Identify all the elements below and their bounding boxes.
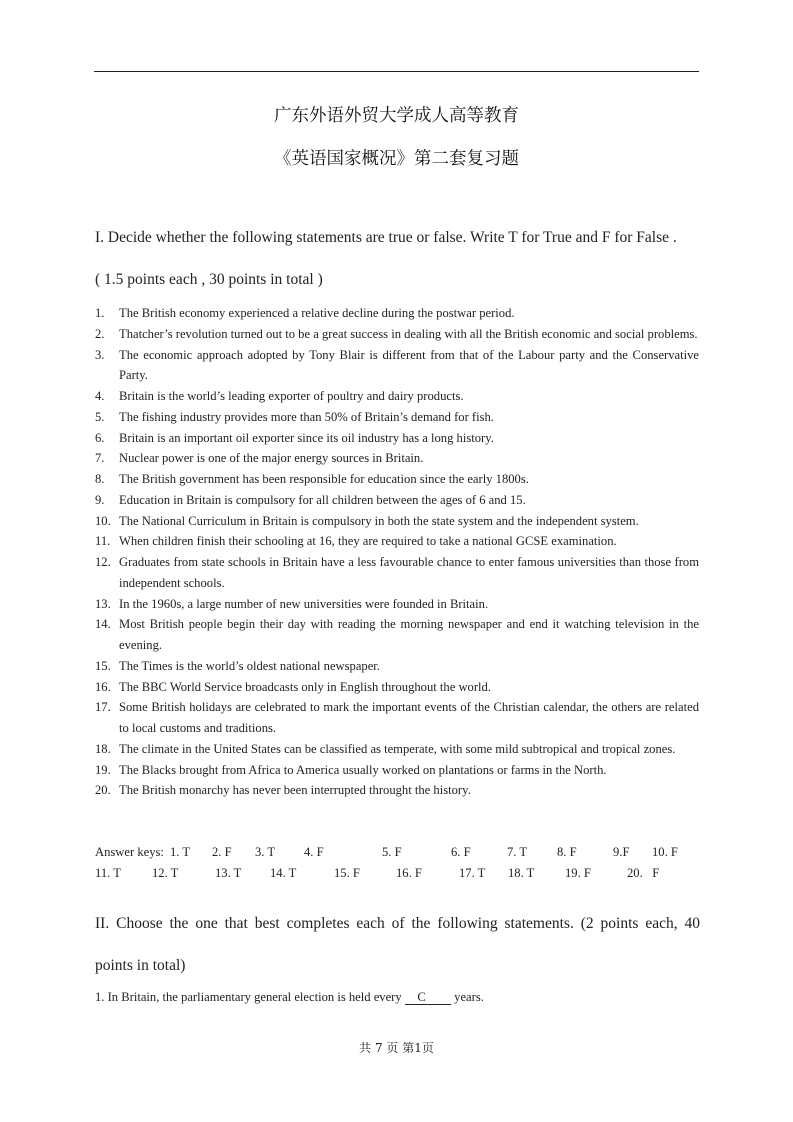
question-text: The British monarchy has never been interrupted throught the history. [119,783,471,798]
answer-key: 19. F [565,866,591,880]
question-number: 16. [95,679,111,694]
page-footer: 共 7 页 第1页 [359,1041,434,1055]
question-number: 2. [95,326,105,341]
question-item [95,760,699,781]
answer-key: 14. T [270,866,297,880]
question-item [95,407,699,428]
section2-heading-continued: points in total) [95,957,186,974]
answer-key: 4. F [304,845,324,859]
question-text: Graduates from state schools in Britain have a less favourable chance to enter famous universities than those from independent schools. [119,555,699,590]
question-number: 5. [95,409,105,424]
question-text: Britain is the world’s leading exporter of poultry and dairy products. [119,389,464,403]
question-text: Britain is an important oil exporter since its oil industry has a long history. [119,430,494,445]
question-text: Education in Britain is compulsory for all children between the ages of 6 and 15. [119,492,526,507]
question-text: In the 1960s, a large number of new universities were founded in Britain. [119,596,489,611]
question-number: 4. [95,389,105,403]
header-rule [94,71,699,72]
answer-key: 1. T [170,845,191,859]
question-item [95,511,699,532]
question-text: The fishing industry provides more than 50% of Britain’s demand for fish. [119,409,494,424]
question-text: The Times is the world’s oldest national newspaper. [119,658,380,673]
question-item [95,697,699,739]
question-number: 19. [95,762,111,777]
question-text: The British government has been responsible for education since the early 1800s. [119,472,529,486]
question-number: 11. [95,534,111,549]
question-number: 1. [95,306,105,320]
question-text: Thatcher’s revolution turned out to be a great success in dealing with all the British economic and social problems. [119,326,698,341]
answer-key: 15. F [334,866,360,880]
question-item [95,594,699,615]
question-text: The National Curriculum in Britain is compulsory in both the state system and the independent system. [119,513,639,528]
answer-key: 11. T [95,866,121,880]
answer-blank [405,990,451,1005]
mcq-question-suffix: years. [451,990,484,1004]
question-item [95,552,699,594]
question-text: When children finish their schooling at 16, they are required to take a national GCSE examination. [119,534,617,549]
question-item [95,614,699,656]
question-item [95,780,699,801]
question-number: 6. [95,430,105,445]
question-number: 20. [95,783,111,798]
answer-key: 7. T [507,845,528,859]
answer-key: 8. F [557,845,577,859]
answer-blank-value: C [417,990,426,1004]
true-false-question-list [95,303,699,801]
question-item [95,386,699,407]
answer-key: 5. F [382,845,402,859]
question-item [95,739,699,760]
question-item [95,448,699,469]
question-number: 12. [95,555,111,569]
question-item [95,656,699,677]
section2-heading: II. Choose the one that best completes each of the following statements. (2 points each, 40 [95,915,700,932]
question-text: Nuclear power is one of the major energy sources in Britain. [119,451,424,466]
question-number: 13. [95,596,111,611]
answer-key: 10. F [652,845,678,859]
question-number: 17. [95,700,111,715]
question-number: 15. [95,658,111,673]
answer-keys-label: Answer keys: [95,845,164,859]
question-text: The British economy experienced a relative decline during the postwar period. [119,306,515,320]
answer-key: 20. F [627,866,660,880]
question-item [95,428,699,449]
answer-key: 12. T [152,866,179,880]
question-number: 3. [95,347,105,362]
answer-key: 16. F [396,866,422,880]
question-item [95,324,699,345]
question-item [95,531,699,552]
question-text: Most British people begin their day with reading the morning newspaper and end it watching television in the evening. [119,617,699,652]
question-item [95,469,699,490]
answer-key: 3. T [255,845,276,859]
question-number: 18. [95,741,111,756]
question-text: The BBC World Service broadcasts only in English throughout the world. [119,679,491,694]
question-number: 9. [95,492,105,507]
answer-key: 13. T [215,866,242,880]
question-number: 8. [95,472,105,486]
question-number: 10. [95,513,111,528]
question-text: The climate in the United States can be classified as temperate, with some mild subtropical and tropical zones. [119,741,676,756]
question-text: Some British holidays are celebrated to mark the important events of the Christian calendar, the others are related to local customs and traditions. [119,700,699,735]
question-number: 7. [95,451,105,466]
question-item [95,490,699,511]
question-text: The economic approach adopted by Tony Blair is different from that of the Labour party and the Conservative Party. [119,347,699,383]
section1-points: ( 1.5 points each , 30 points in total ) [95,271,323,288]
question-number: 14. [95,617,111,632]
question-item [95,677,699,698]
question-item [95,303,699,324]
document-subtitle: 《英语国家概况》第二套复习题 [274,149,519,169]
mcq-question-text: 1. In Britain, the parliamentary general election is held every [95,990,405,1004]
mcq-question-1 [95,990,484,1005]
answer-key: 17. T [459,866,486,880]
question-text: The Blacks brought from Africa to America usually worked on plantations or farms in the North. [119,762,607,777]
answer-key: 9.F [613,845,630,859]
answer-key: 18. T [508,866,535,880]
document-title: 广东外语外贸大学成人高等教育 [274,106,519,126]
section1-heading: I. Decide whether the following statements are true or false. Write T for True and F for False . [95,229,677,246]
question-item [95,345,699,387]
answer-key: 2. F [212,845,232,859]
answer-key: 6. F [451,845,471,859]
